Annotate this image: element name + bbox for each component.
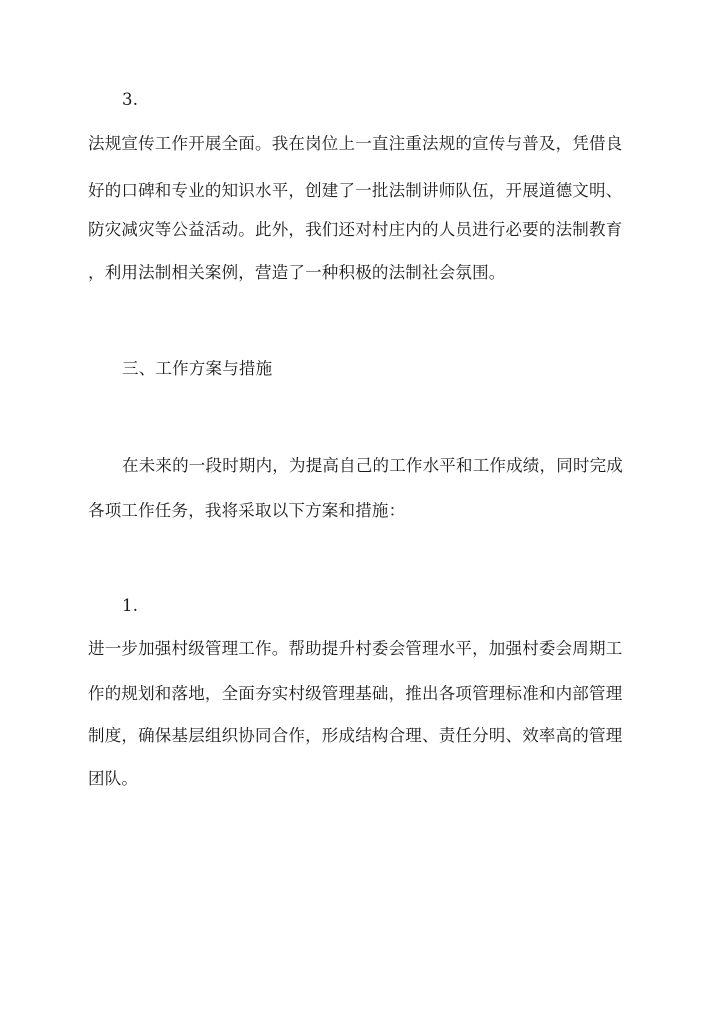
section-3-number: 3. — [122, 90, 139, 109]
intro-line-2: 各项工作任务，我将采取以下方案和措施： — [88, 501, 406, 520]
section-3-line-4: ，利用法制相关案例，营造了一种积极的法制社会氛围。 — [88, 263, 506, 282]
item-1-number: 1. — [122, 596, 139, 615]
item-1-line-4: 团队。 — [88, 769, 139, 788]
item-1-line-1: 进一步加强村级管理工作。帮助提升村委会管理水平，加强村委会周期工 — [88, 639, 623, 658]
intro-line-1: 在未来的一段时期内，为提高自己的工作水平和工作成绩，同时完成 — [122, 456, 623, 475]
section-3-line-1: 法规宣传工作开展全面。我在岗位上一直注重法规的宣传与普及，凭借良 — [88, 134, 623, 153]
section-3-line-3: 防灾减灾等公益活动。此外，我们还对村庄内的人员进行必要的法制教育 — [88, 220, 623, 239]
section-3-line-2: 好的口碑和专业的知识水平，创建了一批法制讲师队伍，开展道德文明、 — [88, 181, 623, 200]
section-heading: 三、工作方案与措施 — [122, 359, 273, 378]
item-1-line-2: 作的规划和落地，全面夯实村级管理基础，推出各项管理标准和内部管理 — [88, 684, 623, 703]
item-1-line-3: 制度，确保基层组织协同合作，形成结构合理、责任分明、效率高的管理 — [88, 726, 623, 745]
